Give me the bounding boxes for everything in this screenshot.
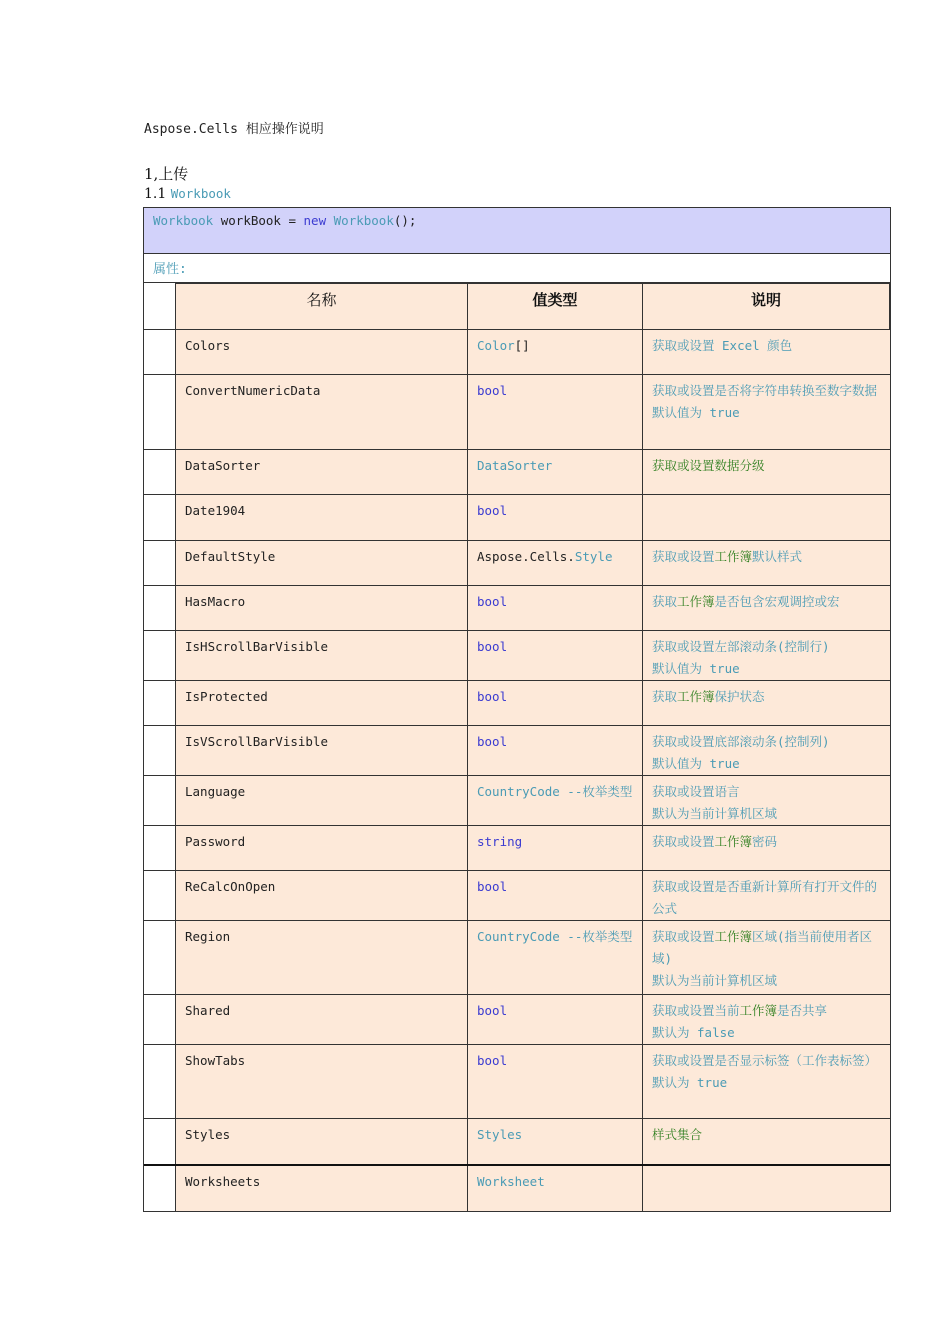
gutter-header — [144, 284, 176, 330]
section-heading: 1,上传 — [144, 165, 189, 183]
description-segment: 工作簿 — [714, 929, 753, 944]
property-type — [468, 541, 643, 586]
row-gutter — [144, 1119, 176, 1165]
description-line — [652, 1124, 881, 1146]
property-type — [468, 871, 643, 921]
property-name: Styles — [176, 1119, 468, 1165]
description-segment: 获取或设置数据分级 — [652, 458, 765, 473]
table-row — [144, 375, 890, 450]
description-line — [652, 1000, 881, 1022]
row-gutter — [144, 921, 176, 995]
property-description — [643, 330, 890, 375]
property-type — [468, 681, 643, 726]
description-line — [652, 1022, 881, 1044]
table-row — [144, 921, 890, 995]
code-type: Workbook — [153, 213, 214, 228]
row-gutter — [144, 776, 176, 826]
row-gutter — [144, 995, 176, 1045]
code-constructor: Workbook — [333, 213, 394, 228]
property-description — [643, 541, 890, 586]
description-line — [652, 686, 881, 708]
description-segment: 工作簿 — [714, 549, 753, 564]
property-type — [468, 495, 643, 541]
type-part: bool — [477, 689, 508, 704]
property-description — [643, 681, 890, 726]
description-segment: 默认为当前计算机区域 — [652, 806, 778, 821]
description-segment: 获取或设置底部滚动条(控制列) — [652, 734, 830, 749]
property-type — [468, 631, 643, 681]
type-part: [] — [514, 338, 530, 353]
table-row — [144, 631, 890, 681]
property-type — [468, 1045, 643, 1119]
type-part: string — [477, 834, 523, 849]
description-line — [652, 876, 881, 920]
description-segment: 默认值为 true — [652, 756, 740, 771]
description-segment: 获取或设置是否显示标签（工作表标签） — [652, 1053, 878, 1068]
property-description — [643, 726, 890, 776]
property-name: Region — [176, 921, 468, 995]
page-title: Aspose.Cells 相应操作说明 — [144, 122, 324, 137]
property-description — [643, 921, 890, 995]
row-gutter — [144, 330, 176, 375]
row-gutter — [144, 586, 176, 631]
property-type — [468, 826, 643, 871]
table-row — [144, 450, 890, 495]
description-line — [652, 753, 881, 775]
property-description — [643, 450, 890, 495]
table-row — [144, 995, 890, 1045]
description-segment: 默认样式 — [752, 549, 803, 564]
description-line — [652, 781, 881, 803]
description-segment: 默认为 false — [652, 1025, 735, 1040]
table-row — [144, 1045, 890, 1119]
description-line — [652, 803, 881, 825]
description-line — [652, 546, 881, 568]
table-row — [144, 541, 890, 586]
row-gutter — [144, 450, 176, 495]
description-line — [652, 970, 881, 992]
description-segment: 工作簿 — [739, 1003, 778, 1018]
description-segment: 获取 — [652, 689, 678, 704]
description-segment: 获取或设置 — [652, 834, 715, 849]
description-line — [652, 926, 881, 970]
workbook-properties-table — [143, 207, 891, 1212]
type-part: Worksheet — [477, 1173, 545, 1189]
property-name: ShowTabs — [176, 1045, 468, 1119]
column-header-desc: 说明 — [643, 284, 890, 330]
description-segment: 获取或设置 — [652, 549, 715, 564]
code-example — [144, 208, 890, 254]
property-name: Language — [176, 776, 468, 826]
property-name: IsProtected — [176, 681, 468, 726]
property-type — [468, 726, 643, 776]
table-row — [144, 871, 890, 921]
property-description — [643, 1165, 890, 1211]
row-gutter — [144, 1165, 176, 1211]
description-segment: 获取或设置左部滚动条(控制行) — [652, 639, 830, 654]
type-part: bool — [477, 639, 508, 654]
property-description — [643, 1045, 890, 1119]
description-segment: 获取或设置当前 — [652, 1003, 740, 1018]
table-row — [144, 495, 890, 541]
description-line — [652, 380, 881, 402]
type-part: bool — [477, 1003, 508, 1018]
table-row — [144, 726, 890, 776]
description-segment: 默认值为 true — [652, 405, 740, 420]
type-part: bool — [477, 594, 508, 609]
property-type — [468, 450, 643, 495]
description-segment: 获取或设置语言 — [652, 784, 740, 799]
type-part: Color — [477, 338, 515, 353]
attributes-label: 属性: — [144, 254, 890, 283]
property-name: Shared — [176, 995, 468, 1045]
row-gutter — [144, 826, 176, 871]
property-type — [468, 375, 643, 450]
property-description — [643, 995, 890, 1045]
description-line — [652, 455, 881, 477]
type-part: CountryCode --枚举类型 — [477, 784, 633, 799]
type-part: bool — [477, 1053, 508, 1068]
type-part: CountryCode --枚举类型 — [477, 929, 633, 944]
description-segment: 获取或设置 — [652, 929, 715, 944]
table-row — [144, 1119, 890, 1165]
property-name: Date1904 — [176, 495, 468, 541]
table-row — [144, 586, 890, 631]
row-gutter — [144, 375, 176, 450]
property-type — [468, 586, 643, 631]
table-row — [144, 681, 890, 726]
type-part: Styles — [477, 1127, 523, 1142]
description-segment: 工作簿 — [714, 834, 753, 849]
property-type — [468, 921, 643, 995]
type-part: Aspose.Cells. — [477, 549, 575, 564]
table-row — [144, 330, 890, 375]
row-gutter — [144, 726, 176, 776]
column-header-type: 值类型 — [468, 284, 643, 330]
type-part: bool — [477, 734, 508, 749]
row-gutter — [144, 541, 176, 586]
property-name: DefaultStyle — [176, 541, 468, 586]
row-gutter — [144, 495, 176, 541]
description-segment: 密码 — [752, 834, 778, 849]
table-row — [144, 776, 890, 826]
property-type — [468, 1119, 643, 1165]
properties-body — [144, 330, 890, 1211]
description-segment: 获取或设置 Excel 颜色 — [652, 338, 793, 353]
type-part: bool — [477, 503, 508, 518]
property-name: IsHScrollBarVisible — [176, 631, 468, 681]
description-segment: 默认为 true — [652, 1075, 728, 1090]
row-gutter — [144, 871, 176, 921]
property-name: IsVScrollBarVisible — [176, 726, 468, 776]
property-description — [643, 495, 890, 541]
property-description — [643, 776, 890, 826]
property-name: HasMacro — [176, 586, 468, 631]
subsection-name: Workbook — [170, 186, 231, 201]
description-segment: 获取或设置是否重新计算所有打开文件的公式 — [652, 879, 878, 916]
property-name: Colors — [176, 330, 468, 375]
description-segment: 样式集合 — [652, 1127, 703, 1142]
table-row — [144, 826, 890, 871]
description-line — [652, 636, 881, 658]
code-keyword: new — [303, 213, 327, 228]
description-segment: 获取 — [652, 594, 678, 609]
property-description — [643, 586, 890, 631]
description-segment: 工作簿 — [677, 594, 715, 609]
type-part: bool — [477, 879, 508, 894]
description-line — [652, 1072, 881, 1094]
subsection-number: 1.1 — [144, 186, 167, 202]
code-variable: workBook = — [213, 213, 304, 228]
type-part: DataSorter — [477, 458, 553, 473]
description-segment: 获取或设置是否将字符串转换至数字数据 — [652, 383, 878, 398]
property-name: ConvertNumericData — [176, 375, 468, 450]
property-type — [468, 330, 643, 375]
properties-table — [144, 283, 890, 1211]
description-line — [652, 402, 881, 424]
property-description — [643, 631, 890, 681]
description-line — [652, 1050, 881, 1072]
property-description — [643, 1119, 890, 1165]
property-type — [468, 776, 643, 826]
description-line — [652, 731, 881, 753]
description-segment: 是否包含宏观调控或宏 — [714, 594, 840, 609]
row-gutter — [144, 681, 176, 726]
description-segment: 默认值为 true — [652, 661, 740, 676]
property-type — [468, 1165, 643, 1211]
property-name: ReCalcOnOpen — [176, 871, 468, 921]
property-name: Password — [176, 826, 468, 871]
description-segment: 保护状态 — [714, 689, 765, 704]
subsection-heading — [144, 186, 231, 202]
property-name: Worksheets — [176, 1165, 468, 1211]
description-line — [652, 831, 881, 853]
description-segment: 区域(指当前使用者区域) — [652, 929, 873, 966]
description-segment: 默认为当前计算机区域 — [652, 973, 778, 988]
property-name: DataSorter — [176, 450, 468, 495]
property-description — [643, 826, 890, 871]
description-line — [652, 658, 881, 680]
property-description — [643, 871, 890, 921]
property-description — [643, 375, 890, 450]
type-part: Style — [574, 549, 613, 564]
column-header-name: 名称 — [176, 284, 468, 330]
type-part: bool — [477, 383, 508, 398]
description-segment: 是否共享 — [777, 1003, 828, 1018]
property-type — [468, 995, 643, 1045]
description-line — [652, 591, 881, 613]
description-segment: 工作簿 — [677, 689, 715, 704]
row-gutter — [144, 1045, 176, 1119]
description-line — [652, 335, 881, 357]
table-row — [144, 1165, 890, 1211]
row-gutter — [144, 631, 176, 681]
code-tail: (); — [393, 213, 417, 228]
